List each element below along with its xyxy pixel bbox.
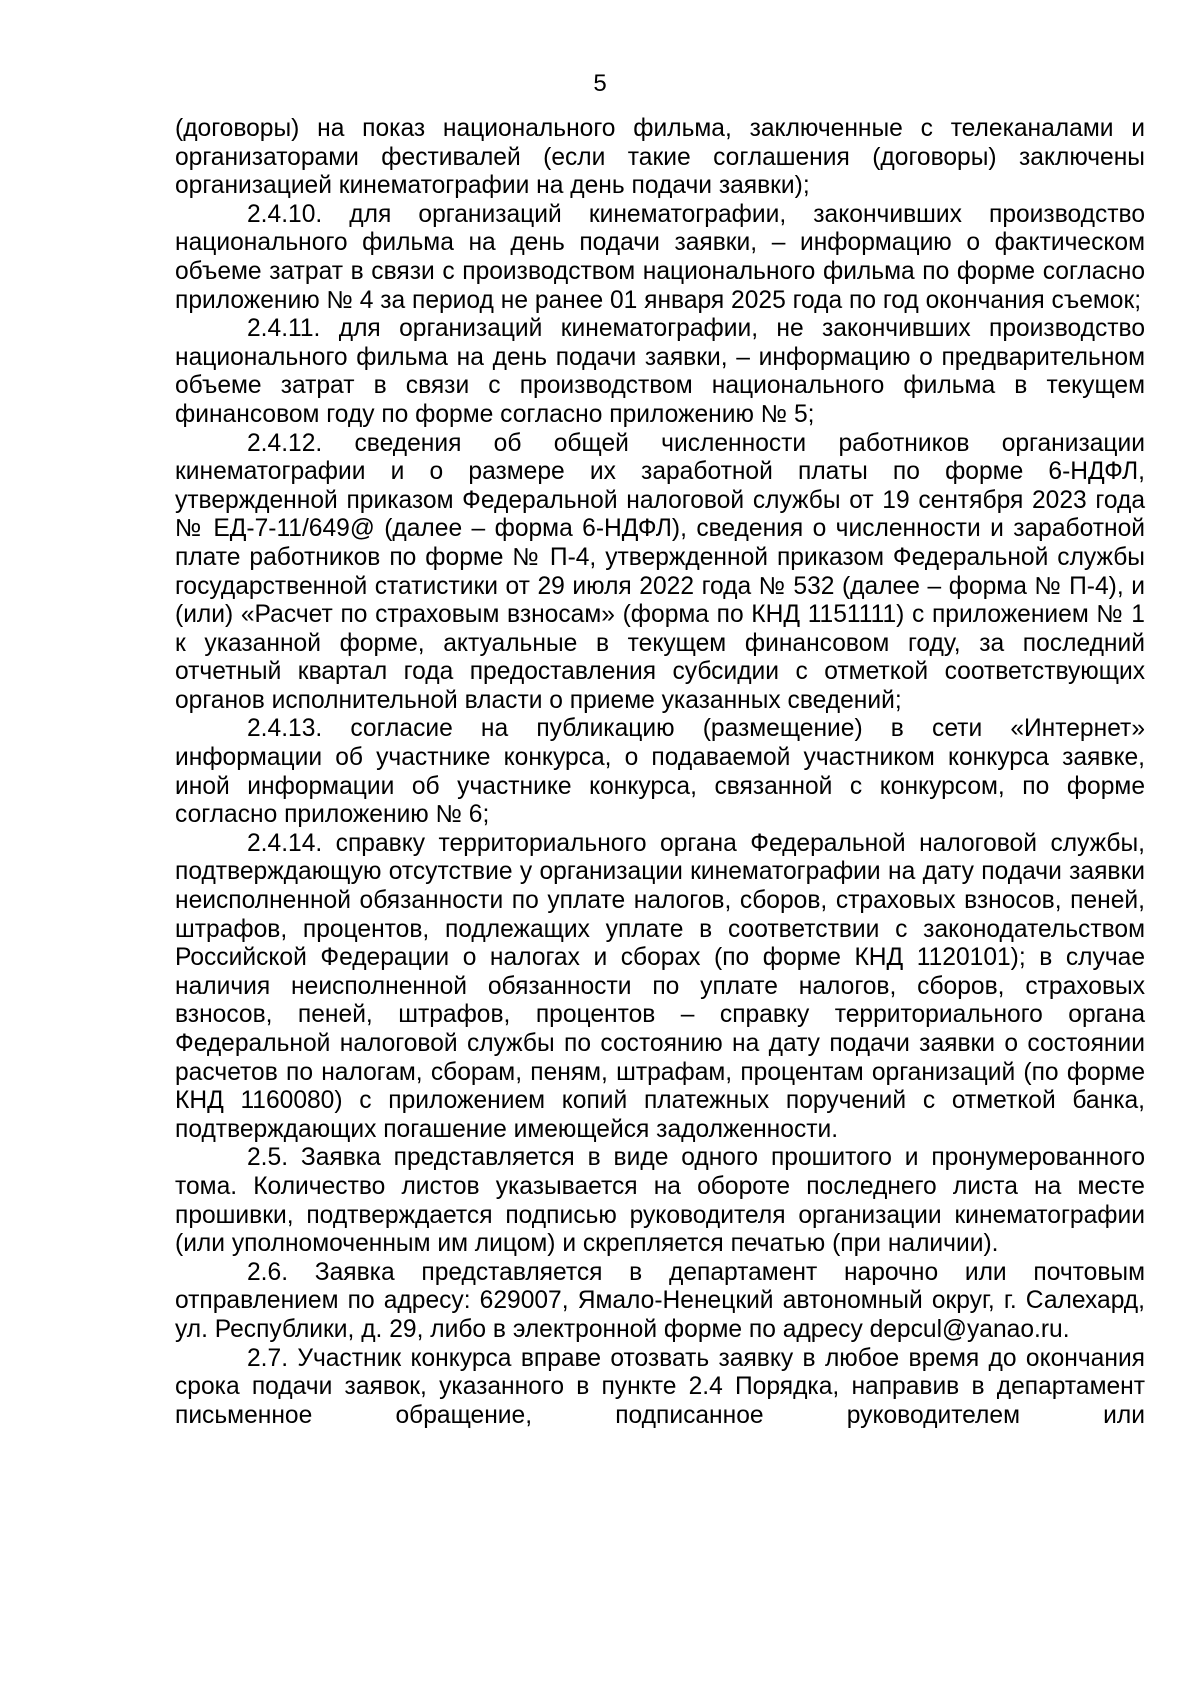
paragraph-continuation: (договоры) на показ национального фильма, заключенные с телеканалами и организаторами фестивалей (если такие соглашения (договоры) заключены организацией кинематографии на день подачи заявки); <box>175 115 1145 200</box>
page-number: 5 <box>593 70 607 97</box>
paragraph-2-4-12: 2.4.12. сведения об общей численности работников организации кинематографии и о размере их заработной платы по форме 6-НДФЛ, утвержденной приказом Федеральной налоговой службы от 19 сентября 2023 года № ЕД-7-11/649@ (далее – форма 6-НДФЛ), сведения о численности и заработной плате работников по форме № П-4, утвержденной приказом Федеральной службы государственной статистики от 29 июля 2022 года № 532 (далее – форма № П-4), и (или) «Расчет по страховым взносам» (форма по КНД 1151111) с приложением № 1 к указанной форме, актуальные в текущем финансовом году, за последний отчетный квартал года предоставления субсидии с отметкой соответствующих органов исполнительной власти о приеме указанных сведений; <box>175 429 1145 714</box>
paragraph-2-6: 2.6. Заявка представляется в департамент нарочно или почтовым отправлением по адресу: 629007, Ямало-Ненецкий автономный округ, г. Салехард, ул. Республики, д. 29, либо в электронной форме по адресу depcul@yanao.ru. <box>175 1258 1145 1343</box>
paragraph-2-5: 2.5. Заявка представляется в виде одного прошитого и пронумерованного тома. Количество листов указывается на обороте последнего листа на месте прошивки, подтверждается подписью руководителя организации кинематографии (или уполномоченным им лицом) и скрепляется печатью (при наличии). <box>175 1144 1145 1258</box>
document-body <box>175 115 1145 1430</box>
paragraph-2-4-11: 2.4.11. для организаций кинематографии, не закончивших производство национального фильма на день подачи заявки, – информацию о предварительном объеме затрат в связи с производством национального фильма в текущем финансовом году по форме согласно приложению № 5; <box>175 315 1145 428</box>
paragraph-2-4-10: 2.4.10. для организаций кинематографии, закончивших производство национального фильма на день подачи заявки, – информацию о фактическом объеме затрат в связи с производством национального фильма по форме согласно приложению № 4 за период не ранее 01 января 2025 года по год окончания съемок; <box>175 200 1145 314</box>
paragraph-2-4-13: 2.4.13. согласие на публикацию (размещение) в сети «Интернет» информации об участнике конкурса, о подаваемой участником конкурса заявке, иной информации об участнике конкурса, связанной с конкурсом, по форме согласно приложению № 6; <box>175 715 1145 829</box>
paragraph-2-4-14: 2.4.14. справку территориального органа Федеральной налоговой службы, подтверждающую отсутствие у организации кинематографии на дату подачи заявки неисполненной обязанности по уплате налогов, сборов, страховых взносов, пеней, штрафов, процентов, подлежащих уплате в соответствии с законодательством Российской Федерации о налогах и сборах (по форме КНД 1120101); в случае наличия неисполненной обязанности по уплате налогов, сборов, страховых взносов, пеней, штрафов, процентов – справку территориального органа Федеральной налоговой службы по состоянию на дату подачи заявки о состоянии расчетов по налогам, сборам, пеням, штрафам, процентам организаций (по форме КНД 1160080) с приложением копий платежных поручений с отметкой банка, подтверждающих погашение имеющейся задолженности. <box>175 829 1145 1143</box>
paragraph-2-7: 2.7. Участник конкурса вправе отозвать заявку в любое время до окончания срока подачи заявок, указанного в пункте 2.4 Порядка, направив в департамент письменное обращение, подписанное руководителем или <box>175 1344 1145 1429</box>
